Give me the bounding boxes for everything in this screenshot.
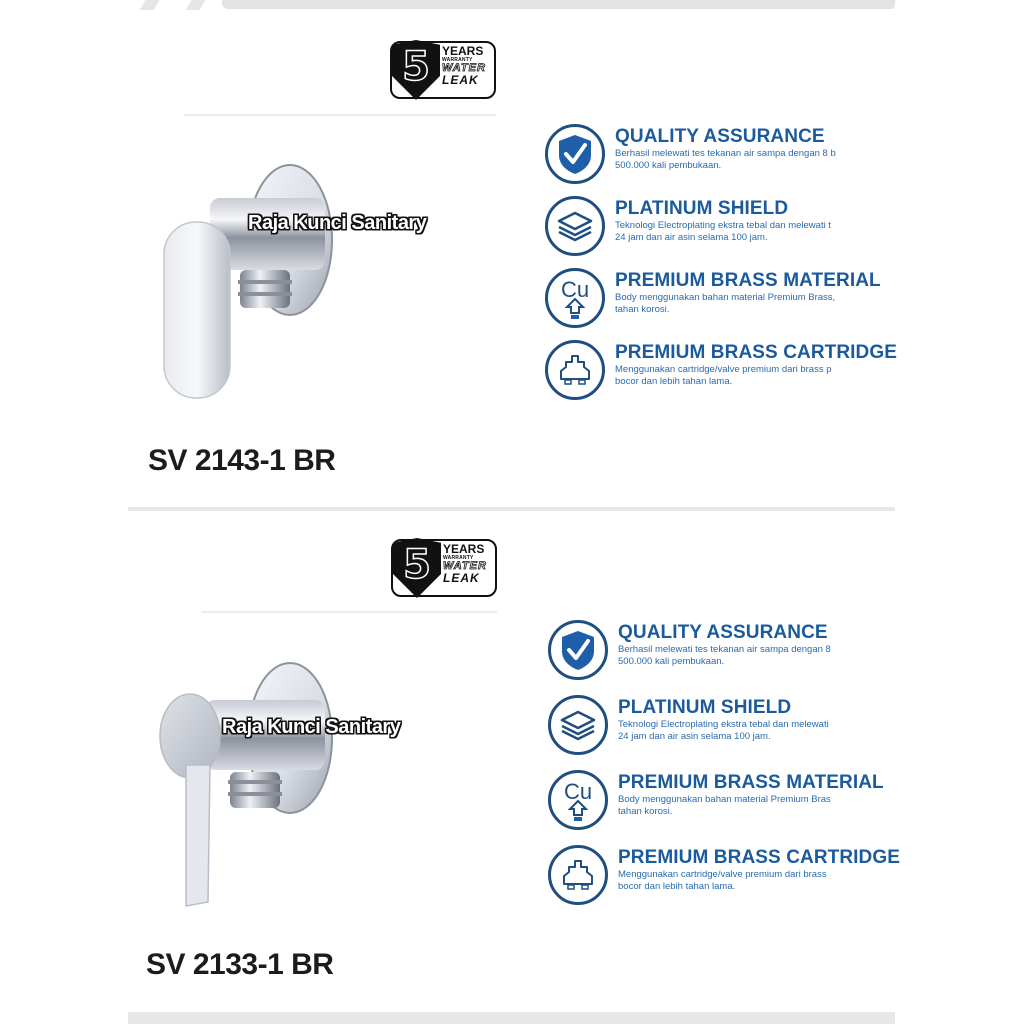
layers-icon bbox=[548, 695, 608, 755]
svg-text:Cu: Cu bbox=[563, 779, 593, 804]
watermark-text: Raja Kunci Sanitary bbox=[222, 716, 401, 738]
svg-text:Cu: Cu bbox=[560, 277, 590, 302]
feature-item-quality-assurance: QUALITY ASSURANCE Berhasil melewati tes tekanan air sampa dengan 8 b 500.000 kali pembukaan. bbox=[545, 124, 905, 196]
product-model-title: SV 2133-1 BR bbox=[146, 948, 334, 981]
product-image-angle-valve-oval bbox=[150, 160, 450, 405]
copper-cu-icon bbox=[545, 268, 605, 328]
feature-item-platinum-shield: PLATINUM SHIELD Teknologi Electroplating ekstra tebal dan melewati 24 jam dan air asin selama 100 jam. bbox=[548, 695, 908, 770]
feature-list bbox=[548, 620, 908, 920]
warranty-badge: 5 YEARS WARRANTY WATER LEAK bbox=[390, 41, 496, 99]
feature-item-premium-brass-material: Cu PREMIUM BRASS MATERIAL Body menggunakan bahan material Premium Brass, tahan korosi. bbox=[545, 268, 905, 340]
top-divider-strip bbox=[222, 0, 895, 9]
badge-underline bbox=[184, 114, 496, 116]
feature-item-premium-brass-material: Cu PREMIUM BRASS MATERIAL Body menggunakan bahan material Premium Bras tahan korosi. bbox=[548, 770, 908, 845]
bottom-divider bbox=[128, 1012, 895, 1024]
feature-item-premium-brass-cartridge: PREMIUM BRASS CARTRIDGE Menggunakan cartridge/valve premium dari brass p bocor dan lebih tahan lama. bbox=[545, 340, 905, 412]
warranty-badge: 5 YEARS WARRANTY WATER LEAK bbox=[391, 539, 497, 597]
feature-list bbox=[545, 124, 905, 412]
badge-underline bbox=[201, 611, 497, 613]
feature-item-platinum-shield: PLATINUM SHIELD Teknologi Electroplating ekstra tebal dan melewati t 24 jam dan air asin selama 100 jam. bbox=[545, 196, 905, 268]
product-model-title: SV 2143-1 BR bbox=[148, 444, 336, 477]
cartridge-icon bbox=[548, 845, 608, 905]
shield-check-icon bbox=[545, 124, 605, 184]
shield-check-icon bbox=[548, 620, 608, 680]
copper-cu-icon bbox=[548, 770, 608, 830]
section-divider bbox=[128, 507, 895, 511]
feature-item-quality-assurance: QUALITY ASSURANCE Berhasil melewati tes tekanan air sampa dengan 8 500.000 kali pembukaan. bbox=[548, 620, 908, 695]
product-image-angle-valve-lever bbox=[150, 660, 450, 910]
watermark-text: Raja Kunci Sanitary bbox=[248, 212, 427, 234]
feature-item-premium-brass-cartridge: PREMIUM BRASS CARTRIDGE Menggunakan cartridge/valve premium dari brass bocor dan lebih tahan lama. bbox=[548, 845, 908, 920]
layers-icon bbox=[545, 196, 605, 256]
cartridge-icon bbox=[545, 340, 605, 400]
